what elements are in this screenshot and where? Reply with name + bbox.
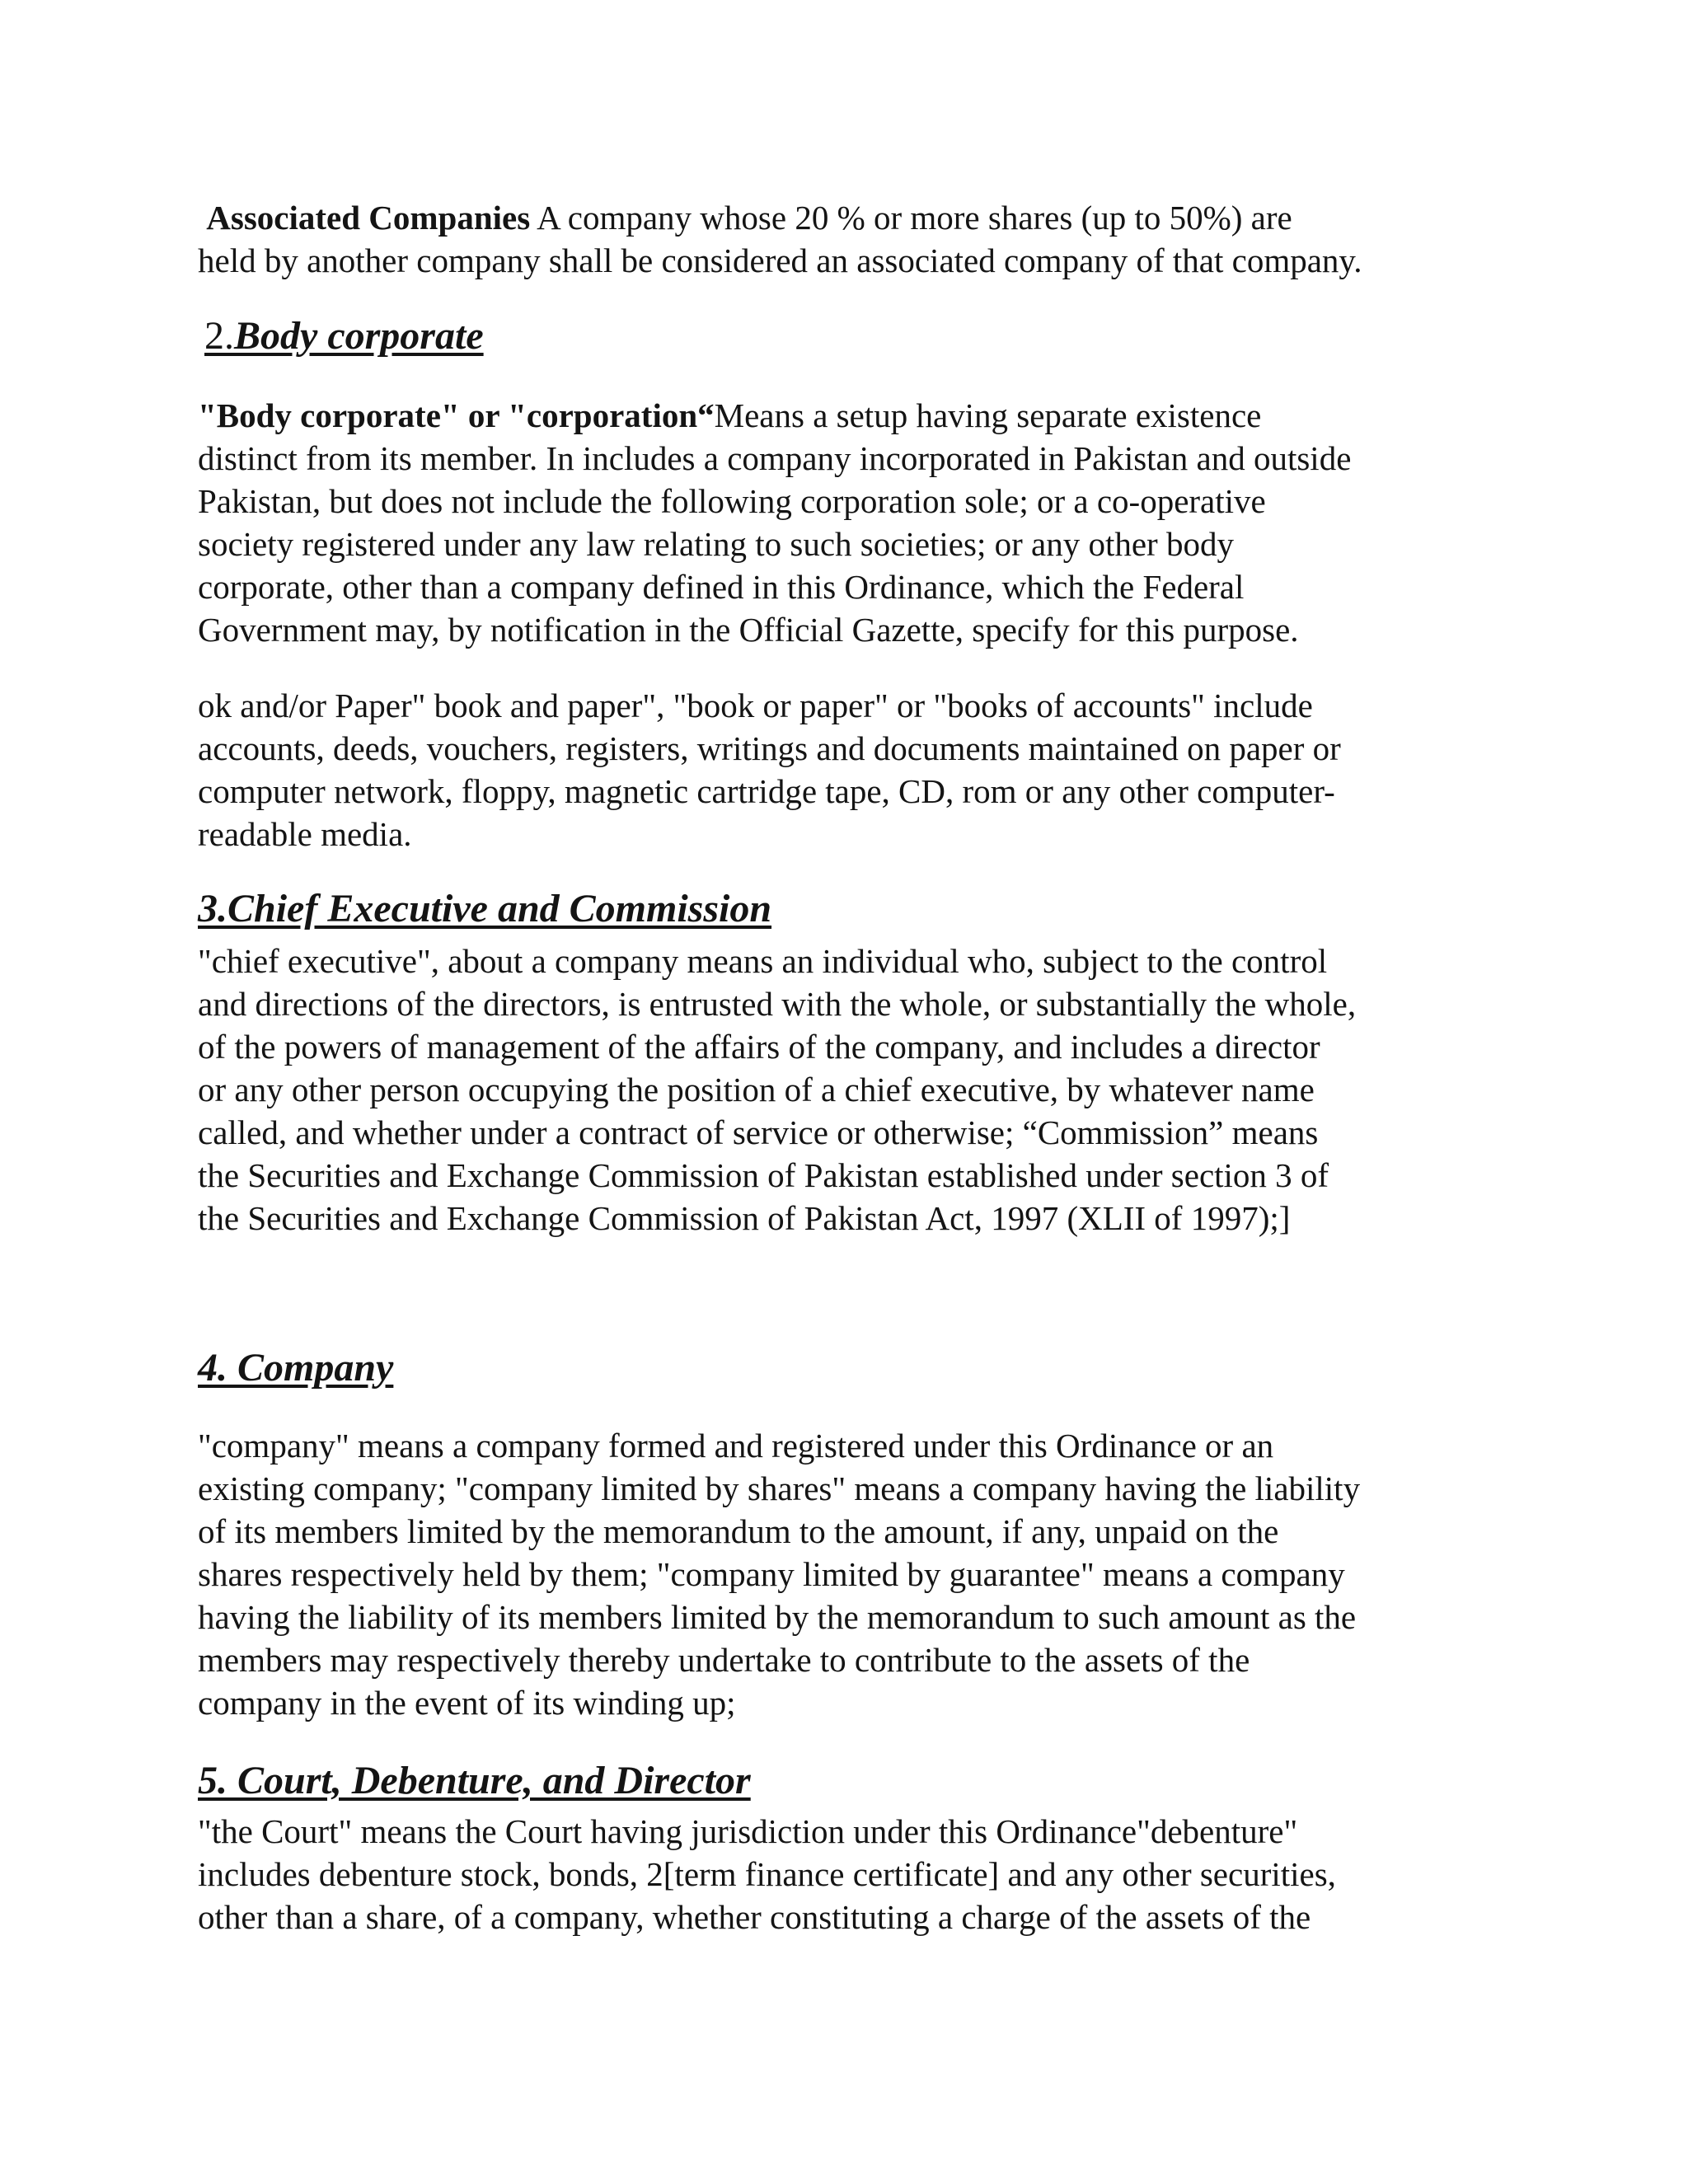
- associated-companies-term: Associated Companies: [206, 199, 531, 237]
- section-2-heading: 2.Body corporate: [204, 314, 484, 358]
- associated-companies-paragraph: Associated Companies A company whose 20 % or more shares (up to 50%) are held by another company shall be considered an associated company of that company.: [198, 199, 1362, 279]
- chief-executive-paragraph: "chief executive", about a company means an individual who, subject to the control and directions of the directors, is entrusted with the whole, or substantially the whole, of the powers of management of the affairs of the company, and includes a director or any other person occupying the position of a chief executive, by whatever name called, and whether under a contract of service or otherwise; “Commission” means the Securities and Exchange Commission of Pakistan established under section 3 of the Securities and Exchange Commission of Pakistan Act, 1997 (XLII of 1997);]: [198, 942, 1357, 1237]
- section-4-heading: 4. Company: [198, 1346, 394, 1390]
- court-debenture-paragraph: "the Court" means the Court having jurisdiction under this Ordinance"debenture" includes debenture stock, bonds, 2[term finance certificate] and any other securities, other than a share, of a company, whether constituting a charge of the assets of the: [198, 1812, 1336, 1936]
- body-corporate-paragraph: "Body corporate" or "corporation“Means a setup having separate existence distinct from its member. In includes a company incorporated in Pakistan and outside Pakistan, but does not include the following corporation sole; or a co-operative society registered under any law relating to such societies; or any other body corporate, other than a company defined in this Ordinance, which the Federal Government may, by notification in the Official Gazette, specify for this purpose.: [198, 396, 1352, 649]
- section-3-heading: 3.Chief Executive and Commission: [198, 887, 772, 930]
- books-paper-paragraph: ok and/or Paper" book and paper", "book or paper" or "books of accounts" include accounts, deeds, vouchers, registers, writings and documents maintained on paper or computer network, floppy, magnetic cartridge tape, CD, rom or any other computer- readable media.: [198, 687, 1341, 853]
- company-paragraph: "company" means a company formed and registered under this Ordinance or an existing company; "company limited by shares" means a company having the liability of its members limited by the memorandum to the amount, if any, unpaid on the shares respectively held by them; "company limited by guarantee" means a company having the liability of its members limited by the memorandum to such amount as the members may respectively thereby undertake to contribute to the assets of the company in the event of its winding up;: [198, 1427, 1361, 1722]
- section-5-heading: 5. Court, Debenture, and Director: [198, 1759, 751, 1802]
- body-corporate-term: "Body corporate" or "corporation“: [198, 396, 715, 434]
